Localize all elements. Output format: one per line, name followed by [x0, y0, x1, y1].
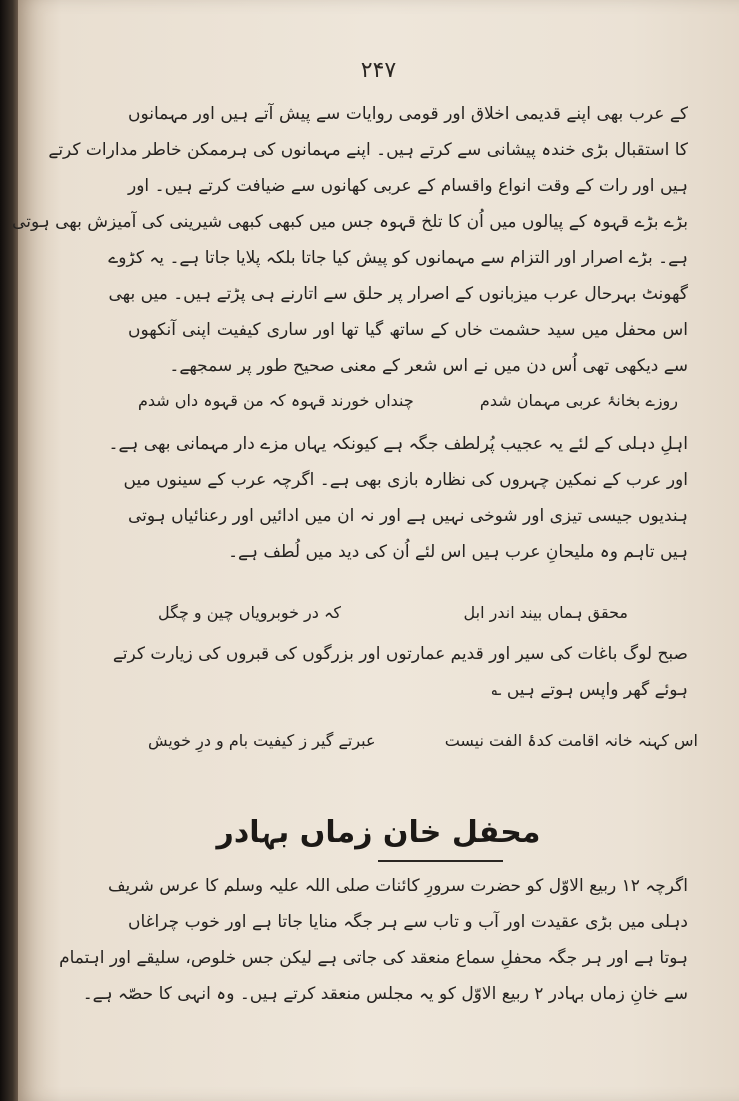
page-number: ۲۴۷ [360, 58, 397, 83]
text-line: اور عرب کے نمکین چہروں کی نظارہ بازی بھی ہے۔ اگرچہ عرب کے سینوں میں [123, 470, 688, 490]
text-line: سے خانِ زماں بہادر ۲ ربیع الاوّل کو یہ مجلس منعقد کرتے ہیں۔ وہ انہی کا حصّہ ہے۔ [82, 984, 688, 1004]
couplet-misra-2: کہ در خوبرویاں چین و چگل [158, 603, 341, 622]
text-line: ہے۔ بڑے اصرار اور التزام سے مہمانوں کو پیش کیا جاتا بلکہ پلایا جاتا ہے۔ یہ کڑوے [108, 248, 688, 268]
paragraph-delhi-visitors [108, 426, 688, 570]
text-line: بڑے بڑے قہوہ کے پیالوں میں اُن کا تلخ قہوہ جس میں کبھی کبھی شیرینی کی آمیزش بھی ہوتی [12, 212, 688, 232]
section-heading: محفل خان زماں بہادر [216, 815, 541, 850]
text-line: اہلِ دہلی کے لئے یہ عجیب پُرلطف جگہ ہے کیونکہ یہاں مزے دار مہمانی بھی ہے۔ [108, 434, 688, 454]
text-line: گھونٹ بہرحال عرب میزبانوں کے اصرار پر حلق سے اتارنے ہی پڑتے ہیں۔ میں بھی [108, 284, 688, 304]
persian-couplet-3 [148, 724, 698, 758]
text-line: دہلی میں بڑی عقیدت اور آب و تاب سے ہر جگہ منایا جاتا ہے اور خوب چراغاں [128, 912, 688, 932]
heading-underline [378, 860, 503, 862]
text-line: ہیں تاہم وہ ملیحانِ عرب ہیں اس لئے اُن کی دید میں لُطف ہے۔ [228, 542, 688, 562]
text-line: کا استقبال بڑی خندہ پیشانی سے کرتے ہیں۔ اپنے مہمانوں کی ہرممکن خاطر مدارات کرتے [48, 140, 688, 160]
couplet-misra-2: چنداں خورند قہوہ کہ من قہوہ داں شدم [138, 391, 414, 410]
text-line: کے عرب بھی اپنے قدیمی اخلاق اور قومی روایات سے پیش آتے ہیں اور مہمانوں [128, 104, 688, 124]
text-line: ہیں اور رات کے وقت انواع واقسام کے عربی کھانوں سے ضیافت کرتے ہیں۔ اور [128, 176, 688, 196]
couplet-misra-2: عبرتے گیر ز کیفیت بام و درِ خویش [148, 731, 376, 750]
text-line: اگرچہ ۱۲ ربیع الاوّل کو حضرت سرورِ کائنات صلی اللہ علیہ وسلم کا عرس شریف [107, 876, 688, 896]
persian-couplet-2 [158, 596, 628, 630]
book-gutter [0, 0, 18, 1101]
text-line: اس محفل میں سید حشمت خاں کے ساتھ گیا تھا اور ساری کیفیت اپنی آنکھوں [128, 320, 688, 340]
paragraph-morning-visits [112, 636, 688, 708]
book-page [12, 0, 739, 1101]
paragraph-arab-hospitality [12, 96, 688, 384]
couplet-misra-1: روزے بخانۂ عربی مہمان شدم [479, 391, 678, 410]
persian-couplet-1 [138, 384, 678, 418]
text-line: ہوتا ہے اور ہر جگہ محفلِ سماع منعقد کی جاتی ہے لیکن جس خلوص، سلیقے اور اہتمام [59, 948, 688, 968]
couplet-misra-1: اس کہنہ خانہ اقامت کدۂ الفت نیست [444, 731, 698, 750]
text-line: ہندیوں جیسی تیزی اور شوخی نہیں ہے اور نہ ان میں ادائیں اور رعنائیاں ہوتی [128, 506, 688, 526]
paragraph-urs-celebration [59, 868, 688, 1012]
couplet-misra-1: محقق ہماں بیند اندر ابل [463, 603, 628, 622]
text-line: سے دیکھی تھی اُس دن میں نے اس شعر کے معنی صحیح طور پر سمجھے۔ [169, 356, 688, 376]
text-line: ہوئے گھر واپس ہوتے ہیں ؎ [491, 680, 688, 700]
text-line: صبح لوگ باغات کی سیر اور قدیم عمارتوں اور بزرگوں کی قبروں کی زیارت کرتے [112, 644, 688, 664]
